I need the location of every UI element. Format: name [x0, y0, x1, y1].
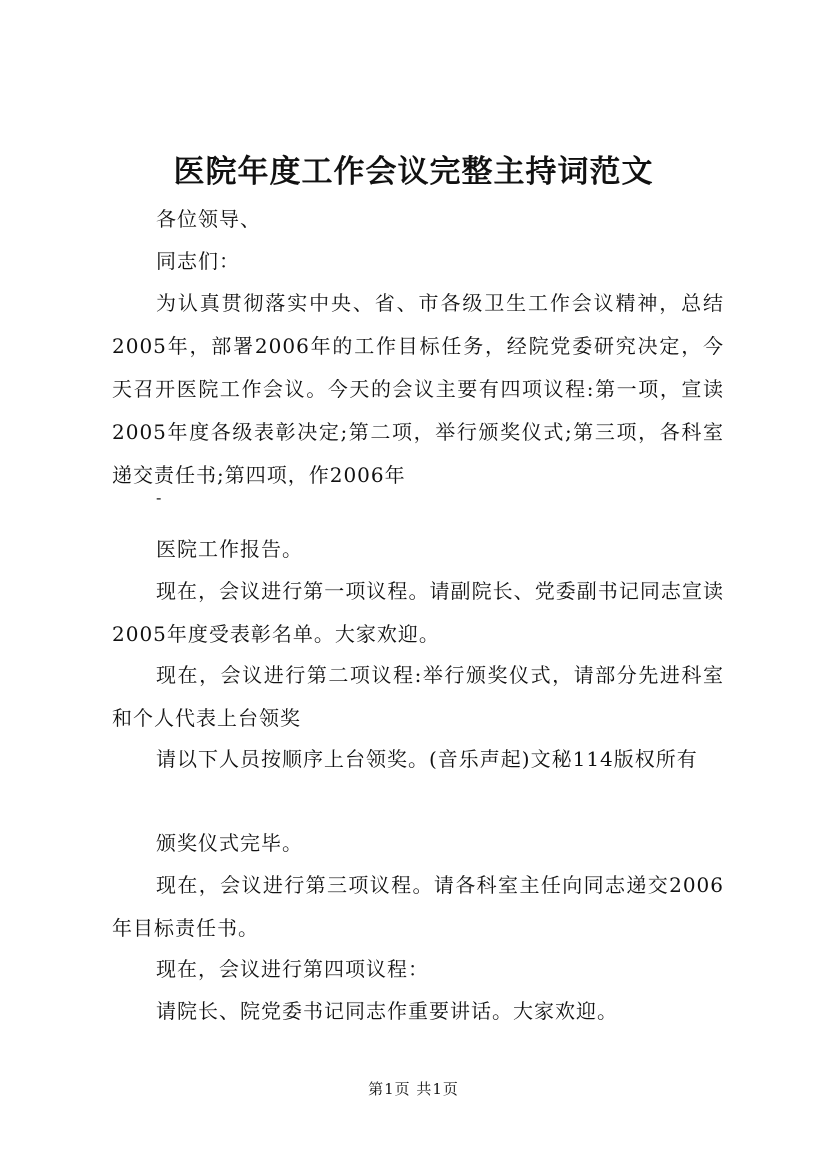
- paragraph-hospital-report: 医院工作报告。: [156, 537, 303, 561]
- document-title: 医院年度工作会议完整主持词范文: [173, 154, 654, 190]
- paragraph-award-order: 请以下人员按顺序上台领奖。(音乐声起)文秘114版权所有: [156, 747, 698, 771]
- paragraph-intro: 为认真贯彻落实中央、省、市各级卫生工作会议精神，总结2005年，部署2006年的工作目标任务，经院党委研究决定，今天召开医院工作会议。今天的会议主要有四项议程:第一项，宣读2005年度各级表彰决定;第二项，举行颁奖仪式;第三项，各科室递交责任书;第四项，作2006年: [112, 291, 724, 487]
- salutation-leaders: 各位领导、: [156, 207, 261, 231]
- paragraph-closing-speech: 请院长、院党委书记同志作重要讲话。大家欢迎。: [156, 999, 618, 1023]
- page-footer: 第1页 共1页: [368, 1080, 459, 1098]
- salutation-comrades: 同志们：: [156, 249, 240, 273]
- dash-separator: -: [156, 488, 162, 507]
- paragraph-agenda-four: 现在，会议进行第四项议程：: [156, 957, 429, 981]
- paragraph-agenda-one: 现在，会议进行第一项议程。请副院长、党委副书记同志宣读2005年度受表彰名单。大家欢迎。: [112, 579, 724, 646]
- paragraph-agenda-three: 现在，会议进行第三项议程。请各科室主任向同志递交2006年目标责任书。: [112, 873, 724, 940]
- paragraph-agenda-two: 现在，会议进行第二项议程:举行颁奖仪式，请部分先进科室和个人代表上台领奖: [112, 663, 724, 730]
- paragraph-award-complete: 颁奖仪式完毕。: [156, 831, 303, 855]
